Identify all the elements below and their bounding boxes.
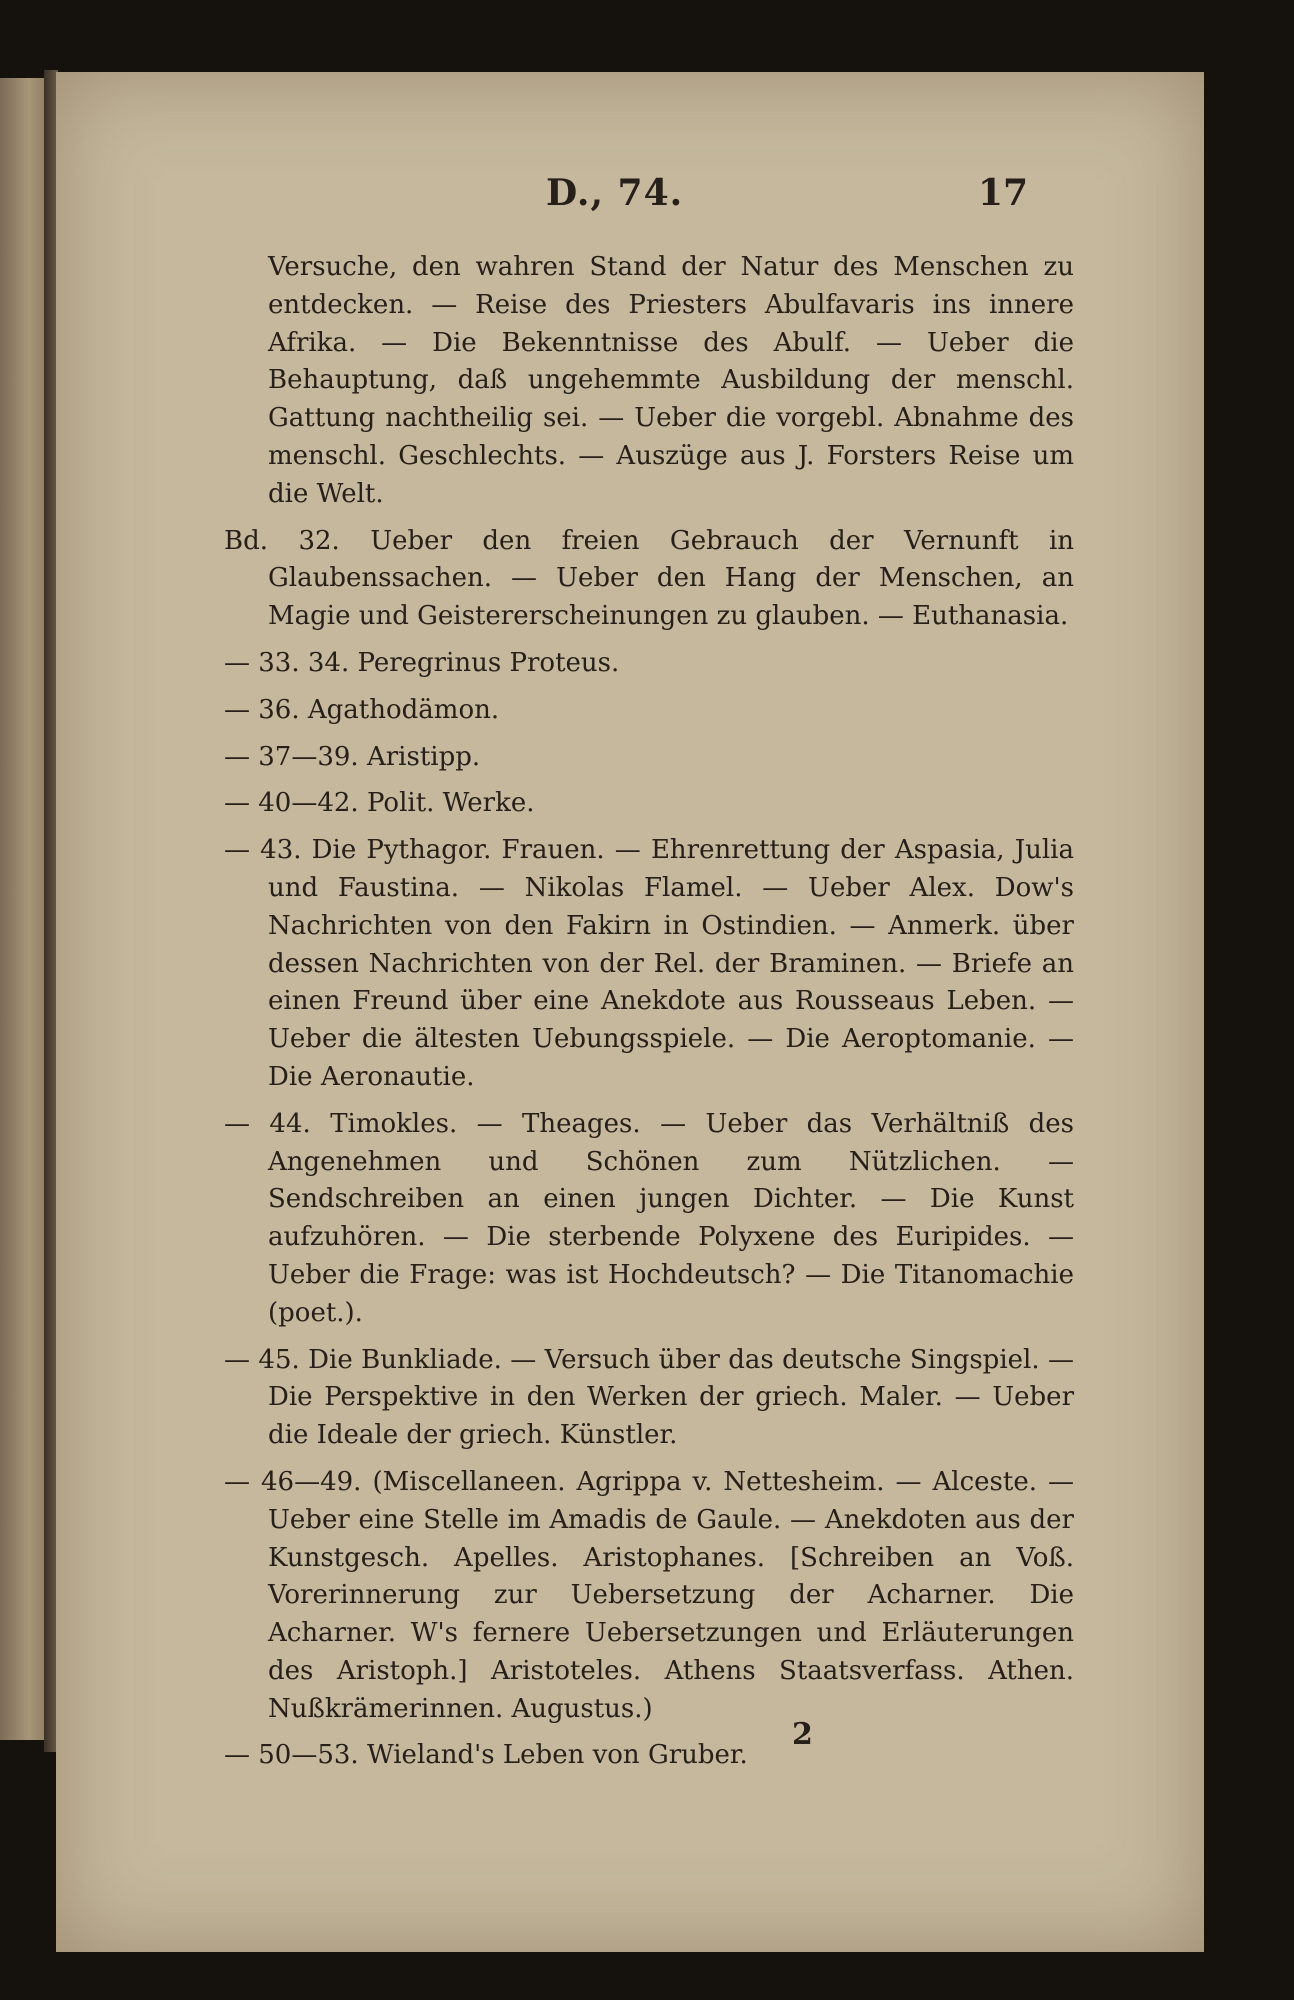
- list-item: [224, 739, 1074, 777]
- list-item: [224, 1737, 1074, 1775]
- list-item: [224, 832, 1074, 1097]
- entry-volume: — 50—53.: [224, 1740, 359, 1771]
- list-item: [224, 249, 1074, 514]
- facing-page-edge: [0, 78, 48, 1740]
- entry-volume: — 43.: [224, 835, 302, 866]
- entry-text: (Miscellaneen. Agrippa v. Nettesheim. — Alceste. — Ueber eine Stelle im Amadis de Gaule. — Anekdoten aus der Kunstgesch. Apelles. Aristophanes. [Schreiben an Voß. Vorerinnerung zur Uebersetzung der Acharner. Die Acharner. W's fernere Uebersetzungen und Erläuterungen des Aristoph.] Aristoteles. Athens Staatsverfass. Athen. Nußkrämerinnen. Augustus.): [268, 1466, 1074, 1724]
- list-item: [224, 692, 1074, 730]
- page-number: 17: [978, 172, 1029, 214]
- entry-text: Timokles. — Theages. — Ueber das Verhältniß des Angenehmen und Schönen zum Nützlichen. — Sendschreiben an einen jungen Dichter. — Die Kunst aufzuhören. — Die sterbende Polyxene des Euripides. — Ueber die Frage: was ist Hochdeutsch? — Die Titanomachie (poet.).: [268, 1108, 1074, 1328]
- running-head: D., 74.: [546, 172, 684, 214]
- entry-text: Die Bunkliade. — Versuch über das deutsche Singspiel. — Die Perspektive in den Werken der griech. Maler. — Ueber die Ideale der griech. Künstler.: [268, 1344, 1074, 1451]
- entry-text: Peregrinus Proteus.: [357, 647, 620, 678]
- bibliography-list: [224, 249, 1074, 1784]
- entry-text: Polit. Werke.: [366, 788, 535, 819]
- entry-text: Ueber den freien Gebrauch der Vernunft in Glaubenssachen. — Ueber den Hang der Menschen, an Magie und Geistererscheinungen zu glauben. — Euthanasia.: [268, 525, 1075, 632]
- entry-volume: — 46—49.: [224, 1466, 362, 1497]
- entry-text: Aristipp.: [366, 741, 481, 772]
- list-item: [224, 1464, 1074, 1729]
- entry-volume: — 45.: [224, 1344, 300, 1375]
- page-header: [56, 172, 1204, 232]
- entry-text: Agathodämon.: [307, 694, 500, 725]
- entry-text: Versuche, den wahren Stand der Natur des Menschen zu entdecken. — Reise des Priesters Abulfavaris ins innere Afrika. — Die Bekenntnisse des Abulf. — Ueber die Behauptung, daß ungehemmte Ausbildung der menschl. Gattung nachtheilig sei. — Ueber die vorgebl. Abnahme des menschl. Geschlechts. — Auszüge aus J. Forsters Reise um die Welt.: [268, 252, 1074, 509]
- list-item: [224, 1106, 1074, 1333]
- entry-volume: — 37—39.: [224, 741, 359, 772]
- entry-volume: Bd. 32.: [224, 525, 340, 556]
- entry-text: Wieland's Leben von Gruber.: [366, 1740, 748, 1771]
- entry-volume: — 33. 34.: [224, 647, 350, 678]
- list-item: [224, 645, 1074, 683]
- entry-volume: — 36.: [224, 694, 300, 725]
- entry-text: Die Pythagor. Frauen. — Ehrenrettung der Aspasia, Julia und Faustina. — Nikolas Flamel. — Ueber Alex. Dow's Nachrichten von den Fakirn in Ostindien. — Anmerk. über dessen Nachrichten von der Rel. der Braminen. — Briefe an einen Freund über eine Anekdote aus Rousseaus Leben. — Ueber die ältesten Uebungsspiele. — Die Aeroptomanie. — Die Aeronautie.: [268, 835, 1074, 1092]
- entry-volume: — 40—42.: [224, 788, 359, 819]
- list-item: [224, 785, 1074, 823]
- entry-volume: — 44.: [224, 1108, 311, 1139]
- signature-mark: 2: [792, 1717, 813, 1752]
- list-item: [224, 1342, 1074, 1455]
- list-item: [224, 523, 1074, 636]
- book-page: [56, 72, 1204, 1952]
